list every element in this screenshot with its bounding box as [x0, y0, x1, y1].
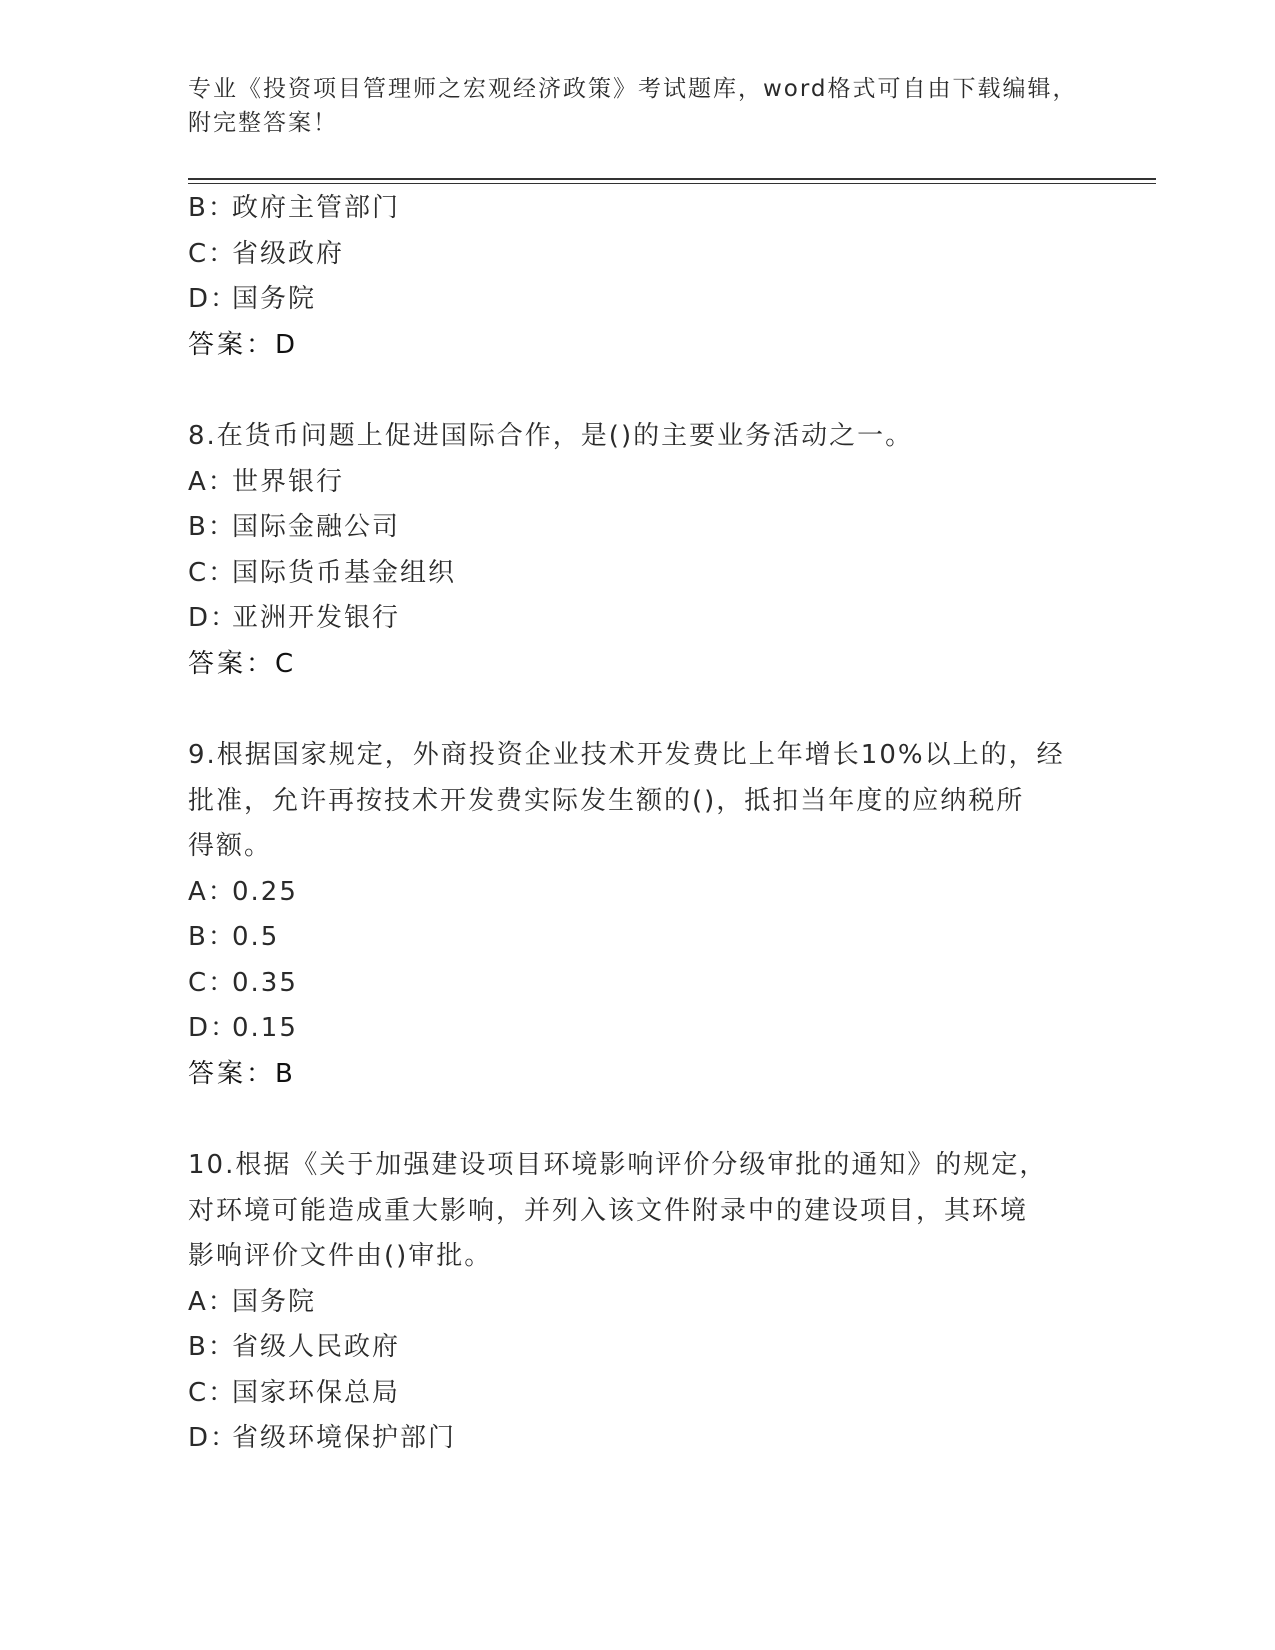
option-letter: C： — [188, 1377, 237, 1408]
spacer — [188, 1097, 1088, 1143]
option-text: 国家环保总局 — [232, 1377, 401, 1408]
option-letter: B： — [188, 512, 236, 542]
question-10 — [188, 1143, 1088, 1462]
option-text: 省级政府 — [232, 238, 345, 269]
option-c — [188, 551, 1088, 597]
option-d — [188, 1416, 1088, 1462]
option-letter: B： — [188, 1332, 236, 1362]
option-letter: C： — [188, 557, 237, 588]
answer-line: 答案：D — [188, 329, 299, 360]
option-letter: C： — [188, 967, 237, 998]
question-text: 对环境可能造成重大影响，并列入该文件附录中的建设项目，其环境 — [188, 1195, 1029, 1226]
option-d — [188, 277, 1088, 323]
header-line-2: 附完整答案！ — [188, 110, 338, 136]
option-letter: B： — [188, 922, 236, 952]
option-letter: D： — [188, 1423, 239, 1453]
option-c — [188, 961, 1088, 1007]
spacer — [188, 687, 1088, 733]
option-letter: D： — [188, 603, 239, 633]
option-a — [188, 460, 1088, 506]
option-c — [188, 232, 1088, 278]
answer-line: 答案：C — [188, 648, 297, 679]
option-letter: A： — [188, 466, 236, 497]
option-text: 省级人民政府 — [232, 1332, 401, 1362]
header-line-1: 专业《投资项目管理师之宏观经济政策》考试题库，word格式可自由下载编辑， — [188, 76, 1078, 102]
question-text: 8.在货币问题上促进国际合作，是()的主要业务活动之一。 — [188, 421, 914, 451]
option-a — [188, 1280, 1088, 1326]
question-9 — [188, 733, 1088, 1097]
option-text: 0.5 — [232, 922, 280, 952]
option-b — [188, 915, 1088, 961]
question-text: 得额。 — [188, 831, 273, 861]
option-a — [188, 870, 1088, 916]
option-text: 国务院 — [232, 284, 317, 314]
option-text: 0.25 — [232, 876, 298, 907]
option-letter: D： — [188, 1013, 239, 1043]
option-text: 省级环境保护部门 — [232, 1423, 457, 1453]
spacer — [188, 368, 1088, 414]
option-text: 亚洲开发银行 — [232, 603, 401, 633]
question-text: 批准，允许再按技术开发费实际发生额的()，抵扣当年度的应纳税所 — [188, 785, 1025, 816]
continued-question — [188, 186, 1088, 368]
option-letter: A： — [188, 876, 236, 907]
option-text: 国务院 — [232, 1286, 317, 1317]
question-text: 10.根据《关于加强建设项目环境影响评价分级审批的通知》的规定， — [188, 1150, 1048, 1180]
option-text: 国际金融公司 — [232, 512, 401, 542]
option-text: 0.15 — [232, 1013, 298, 1043]
option-b — [188, 1325, 1088, 1371]
option-text: 政府主管部门 — [232, 193, 401, 223]
option-d — [188, 1006, 1088, 1052]
option-b — [188, 186, 1088, 232]
option-text: 0.35 — [232, 967, 298, 998]
document-header — [188, 72, 1088, 140]
option-text: 世界银行 — [232, 466, 345, 497]
question-text: 影响评价文件由()审批。 — [188, 1241, 493, 1271]
header-divider-thick — [188, 178, 1156, 180]
option-letter: D： — [188, 284, 239, 314]
option-d — [188, 596, 1088, 642]
option-letter: A： — [188, 1286, 236, 1317]
header-divider-thin — [188, 183, 1156, 184]
option-c — [188, 1371, 1088, 1417]
answer-line: 答案：B — [188, 1058, 296, 1089]
option-b — [188, 505, 1088, 551]
question-text: 9.根据国家规定，外商投资企业技术开发费比上年增长10%以上的，经 — [188, 740, 1065, 770]
question-list — [188, 186, 1088, 1462]
option-text: 国际货币基金组织 — [232, 557, 457, 588]
option-letter: B： — [188, 193, 236, 223]
option-letter: C： — [188, 238, 237, 269]
question-8 — [188, 414, 1088, 687]
